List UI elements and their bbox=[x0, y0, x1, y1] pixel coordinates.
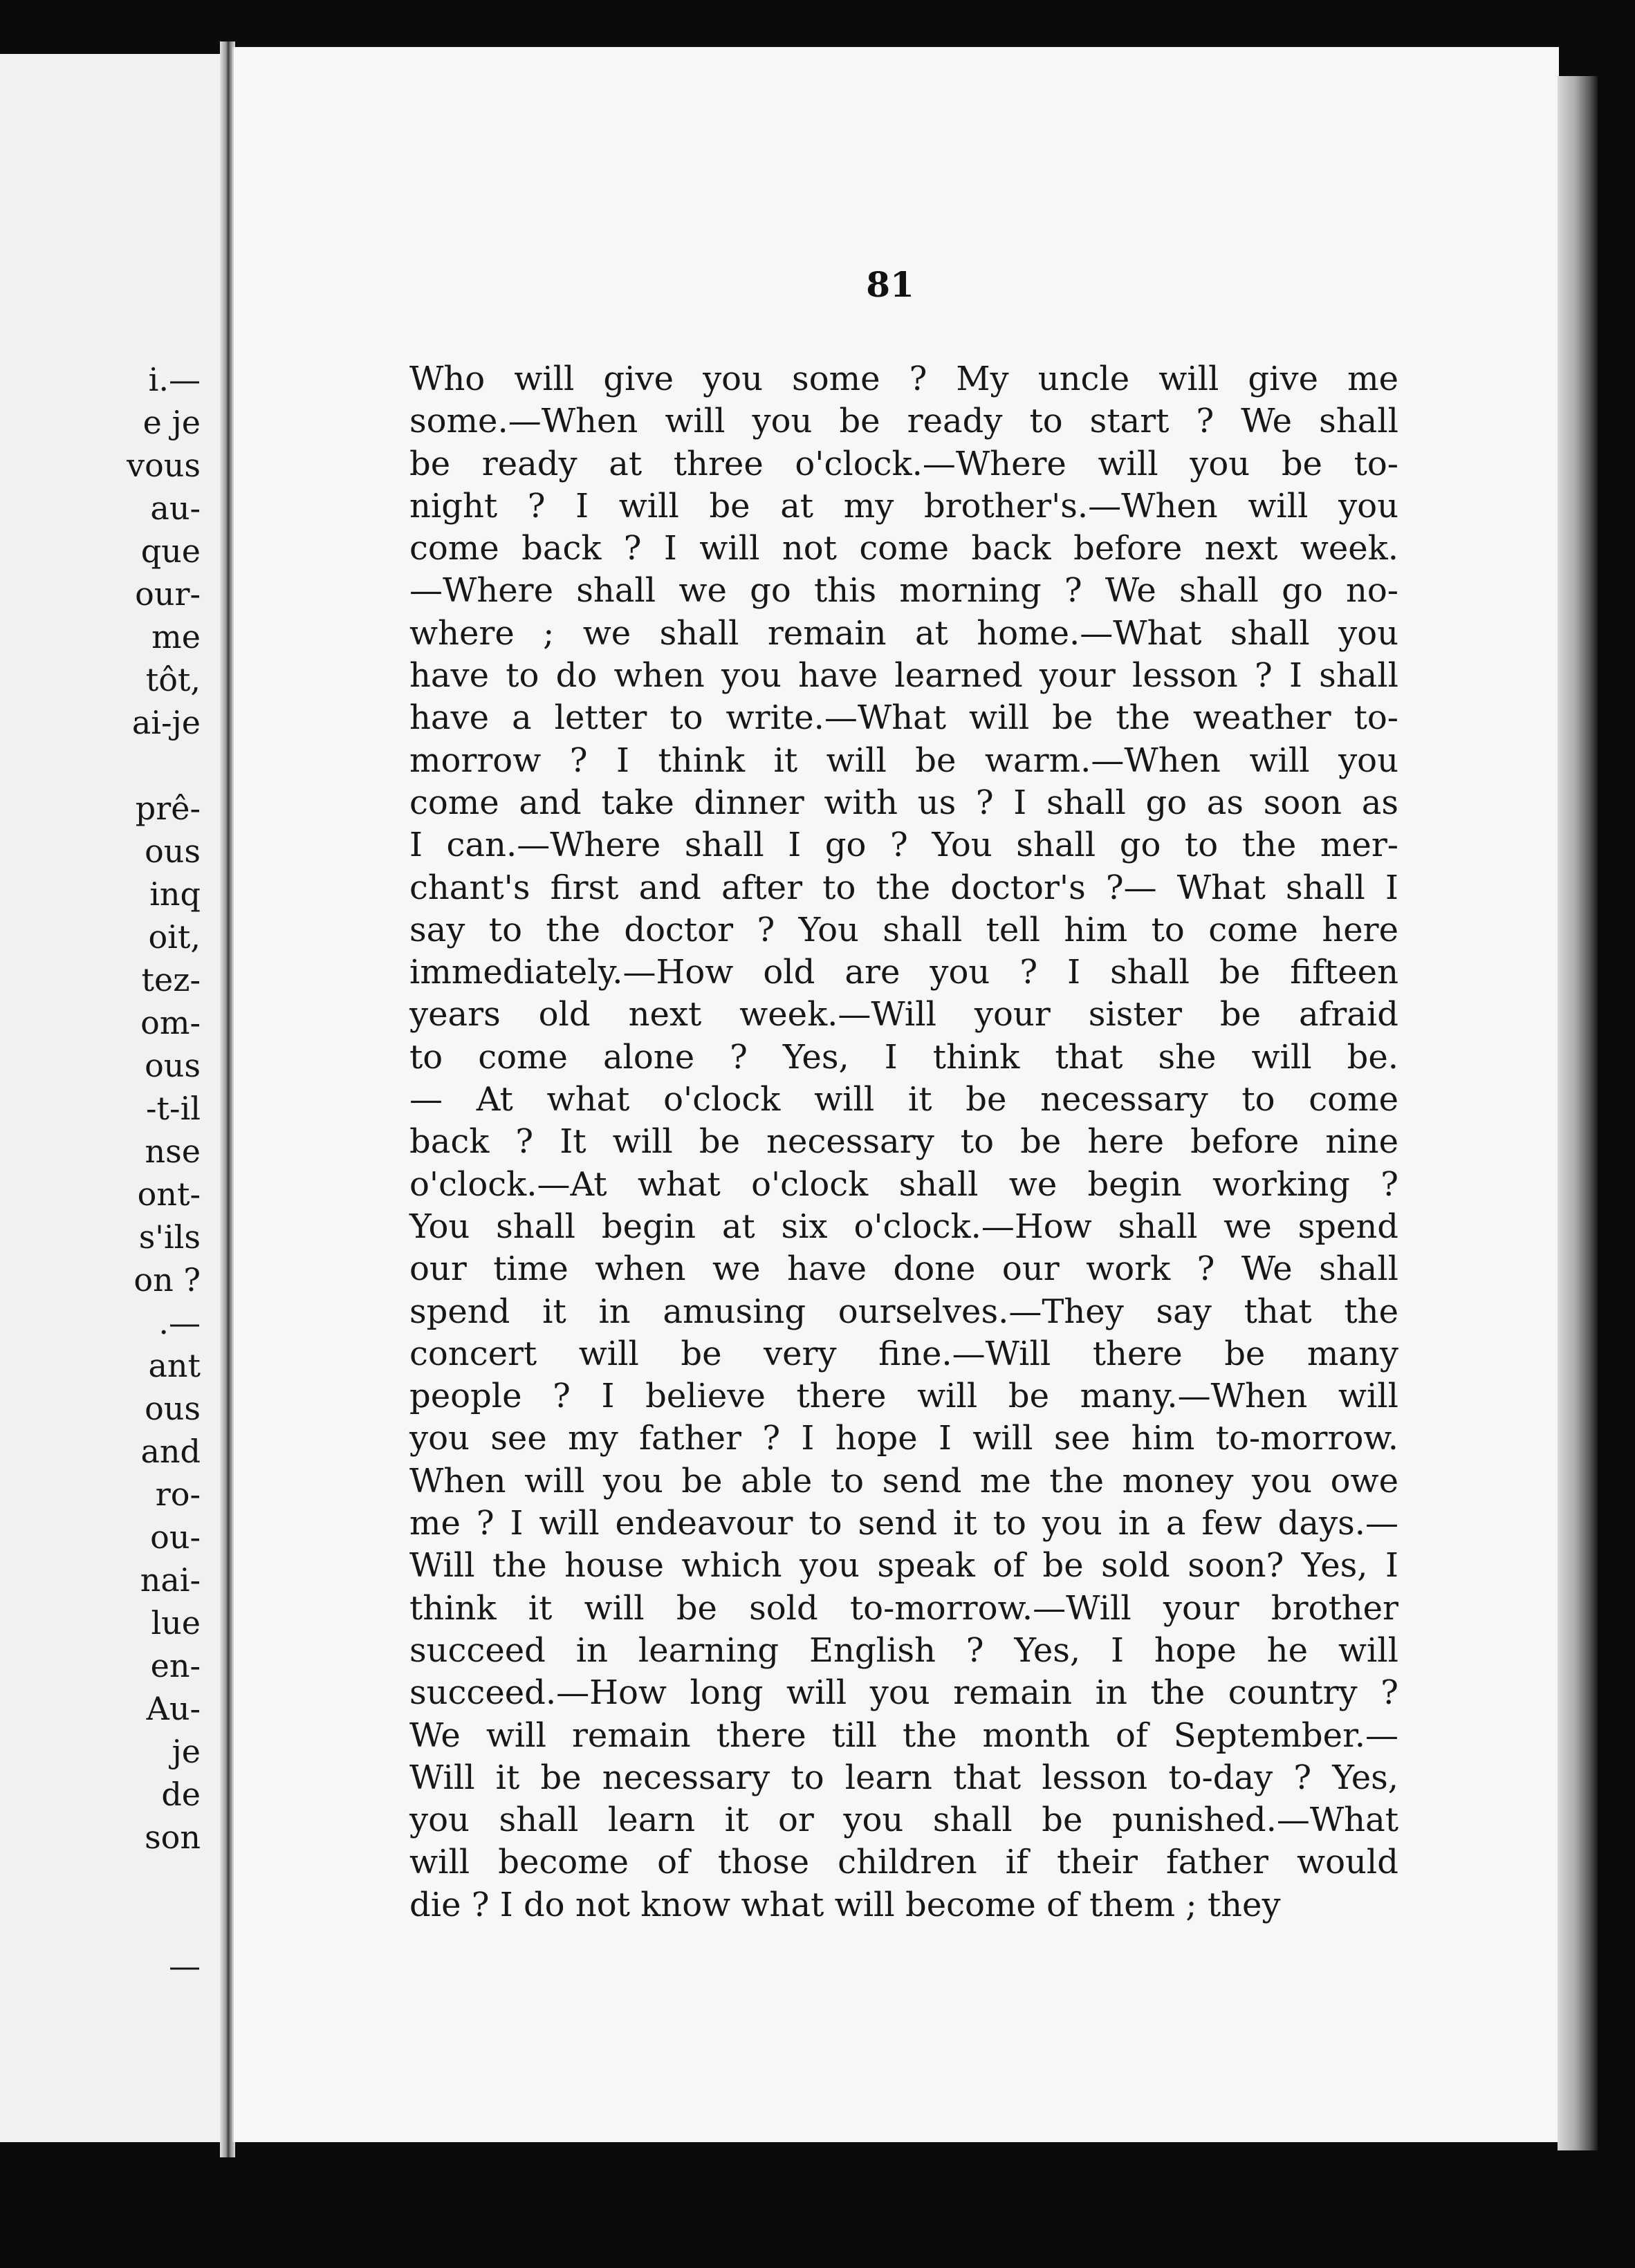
left-fragment: -t-il bbox=[146, 1090, 201, 1127]
text-line: say to the doctor ? You shall tell him to come here bbox=[409, 910, 1398, 949]
left-fragment: tôt, bbox=[145, 661, 201, 698]
text-line: have to do when you have learned your lesson ? I shall bbox=[409, 656, 1398, 696]
text-line: chant's first and after to the doctor's ?— What shall I bbox=[409, 868, 1398, 907]
text-line: You shall begin at six o'clock.—How shall we spend bbox=[409, 1207, 1398, 1246]
text-line: die ? I do not know what will become of them ; they bbox=[409, 1885, 1281, 1924]
page-edge-shadow bbox=[1558, 76, 1598, 2150]
left-fragment: nai- bbox=[140, 1561, 201, 1599]
page-number: 81 bbox=[866, 264, 914, 305]
left-fragment: que bbox=[140, 532, 201, 570]
left-fragment: ous bbox=[145, 1390, 201, 1427]
text-line: —Where shall we go this morning ? We shall go no- bbox=[409, 571, 1398, 611]
left-fragment: son bbox=[145, 1819, 201, 1856]
left-fragment: tez- bbox=[141, 961, 201, 998]
left-fragment: oit, bbox=[148, 918, 201, 956]
left-fragment: .— bbox=[158, 1304, 201, 1341]
left-fragment: prê- bbox=[135, 790, 201, 827]
left-fragment: au- bbox=[150, 490, 201, 527]
text-line: me ? I will endeavour to send it to you in a few days.— bbox=[409, 1504, 1398, 1543]
text-line: spend it in amusing ourselves.—They say that the bbox=[409, 1292, 1398, 1331]
text-line: morrow ? I think it will be warm.—When will you bbox=[409, 741, 1398, 780]
left-fragment: and bbox=[140, 1433, 201, 1470]
left-fragment: e je bbox=[142, 404, 201, 441]
left-fragment: i.— bbox=[148, 361, 201, 398]
text-line: years old next week.—Will your sister be afraid bbox=[409, 995, 1398, 1034]
left-fragment: ou- bbox=[150, 1518, 201, 1556]
left-fragment: Au- bbox=[146, 1690, 201, 1727]
text-line: Will the house which you speak of be sold soon? Yes, I bbox=[409, 1546, 1398, 1586]
left-fragment: ai-je bbox=[131, 704, 201, 741]
text-line: Will it be necessary to learn that lesson to-day ? Yes, bbox=[409, 1758, 1398, 1797]
text-line: We will remain there till the month of September.— bbox=[409, 1716, 1398, 1755]
left-fragment: en- bbox=[150, 1647, 201, 1684]
left-fragment: de bbox=[161, 1776, 201, 1813]
text-line: where ; we shall remain at home.—What shall you bbox=[409, 613, 1398, 653]
text-line: come back ? I will not come back before next week. bbox=[409, 529, 1398, 568]
text-line: some.—When will you be ready to start ? We shall bbox=[409, 402, 1398, 441]
text-line: night ? I will be at my brother's.—When will you bbox=[409, 486, 1398, 526]
left-fragment: me bbox=[151, 618, 201, 656]
left-fragment: lue bbox=[151, 1604, 201, 1642]
left-fragment: our- bbox=[135, 575, 201, 613]
text-line: succeed in learning English ? Yes, I hope he will bbox=[409, 1630, 1398, 1670]
text-line: — At what o'clock will it be necessary to come bbox=[409, 1080, 1398, 1119]
text-line: will become of those children if their father would bbox=[409, 1843, 1398, 1882]
left-fragment bbox=[0, 744, 201, 787]
text-line: to come alone ? Yes, I think that she will be. bbox=[409, 1037, 1398, 1077]
left-fragment bbox=[0, 1859, 201, 1902]
text-line: people ? I believe there will be many.—When will bbox=[409, 1377, 1398, 1416]
left-fragment: vous bbox=[127, 447, 201, 484]
body-text bbox=[409, 358, 1398, 1926]
text-line: have a letter to write.—What will be the weather to- bbox=[409, 698, 1398, 738]
text-line: you see my father ? I hope I will see him to-morrow. bbox=[409, 1419, 1398, 1458]
left-fragment: — bbox=[169, 1947, 201, 1984]
left-fragment: nse bbox=[145, 1133, 201, 1170]
left-page-sliver bbox=[0, 54, 232, 2142]
text-line: think it will be sold to-morrow.—Will your brother bbox=[409, 1588, 1398, 1628]
text-line: Who will give you some ? My uncle will give me bbox=[409, 360, 1398, 398]
left-fragment: om- bbox=[140, 1004, 201, 1041]
text-line: immediately.—How old are you ? I shall be fifteen bbox=[409, 953, 1398, 992]
left-fragment: je bbox=[172, 1733, 201, 1770]
left-fragment: inq bbox=[149, 875, 201, 913]
left-fragment: ro- bbox=[155, 1476, 201, 1513]
text-line: back ? It will be necessary to be here before nine bbox=[409, 1122, 1398, 1162]
text-line: you shall learn it or you shall be punished.—What bbox=[409, 1801, 1398, 1840]
left-fragment: ous bbox=[145, 833, 201, 870]
left-fragment: ont- bbox=[137, 1175, 201, 1213]
text-line: concert will be very fine.—Will there be many bbox=[409, 1334, 1398, 1373]
text-line: o'clock.—At what o'clock shall we begin working ? bbox=[409, 1164, 1398, 1204]
left-fragment: on ? bbox=[133, 1261, 201, 1299]
left-fragment: ant bbox=[148, 1347, 201, 1384]
text-line: come and take dinner with us ? I shall go as soon as bbox=[409, 783, 1398, 822]
left-fragment bbox=[0, 1902, 201, 1944]
left-fragment: s'ils bbox=[138, 1218, 201, 1256]
text-line: be ready at three o'clock.—Where will you be to- bbox=[409, 444, 1398, 483]
text-line: succeed.—How long will you remain in the country ? bbox=[409, 1673, 1398, 1713]
left-page-text bbox=[0, 358, 201, 1987]
text-line: When will you be able to send me the money you owe bbox=[409, 1461, 1398, 1500]
text-line: our time when we have done our work ? We shall bbox=[409, 1249, 1398, 1289]
left-fragment: ous bbox=[145, 1047, 201, 1084]
text-line: I can.—Where shall I go ? You shall go to the mer- bbox=[409, 826, 1398, 865]
